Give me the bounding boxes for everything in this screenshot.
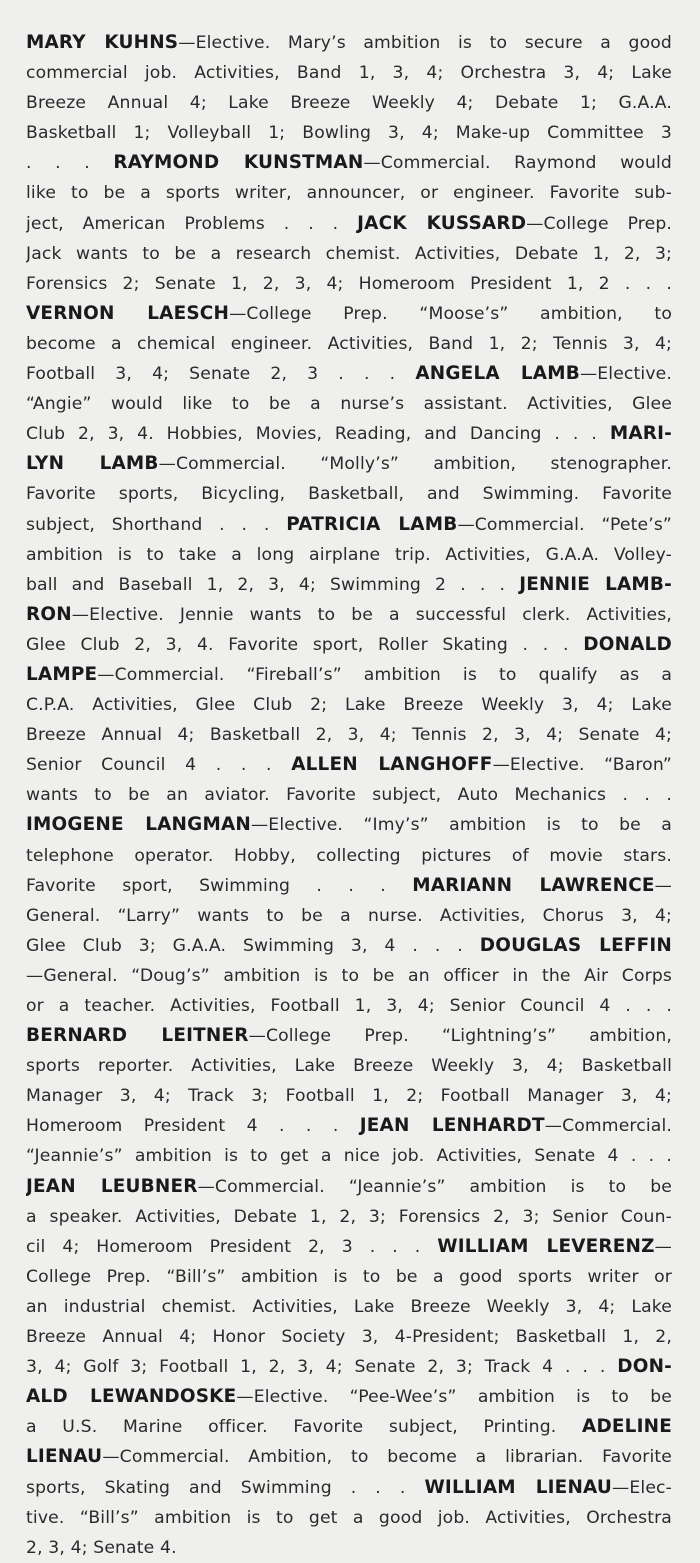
biography-text: —	[654, 1236, 672, 1257]
student-name: LAMPE	[26, 663, 98, 685]
text-line	[26, 841, 672, 871]
text-line	[26, 479, 672, 509]
student-name: WILLIAM LIENAU	[424, 1476, 613, 1498]
student-name: DON-	[617, 1356, 672, 1378]
text-line	[26, 269, 672, 299]
student-name: JEAN LENHARDT	[359, 1115, 545, 1137]
text-line	[26, 449, 672, 479]
student-name: RON	[26, 603, 72, 625]
biography-text: Jack wants to be a research chemist. Activities, Debate 1, 2, 3;	[26, 243, 672, 264]
text-line	[26, 871, 672, 901]
biography-text: Breeze Annual 4; Lake Breeze Weekly 4; Debate 1; G.A.A.	[26, 93, 672, 114]
biography-text: —College Prep. “Moose’s” ambition, to	[229, 303, 672, 324]
student-name: DONALD	[583, 633, 672, 655]
text-line	[26, 329, 672, 359]
text-line	[26, 510, 672, 540]
text-line	[26, 1292, 672, 1322]
biography-text: 2, 3, 4; Senate 4.	[26, 1537, 177, 1558]
text-line	[26, 178, 672, 208]
text-line	[26, 1111, 672, 1141]
student-name: DOUGLAS LEFFIN	[479, 934, 672, 956]
student-name: VERNON LAESCH	[26, 302, 230, 324]
biography-text: ball and Baseball 1, 2, 3, 4; Swimming 2 . . .	[26, 574, 520, 595]
student-name: JEAN LEUBNER	[26, 1175, 198, 1197]
biography-text: —Commercial. “Fireball’s” ambition is to qualify as a	[97, 664, 672, 685]
student-name: ALLEN LANGHOFF	[291, 754, 493, 776]
biography-text: Manager 3, 4; Track 3; Football 1, 2; Football Manager 3, 4;	[26, 1086, 672, 1107]
text-line	[26, 1442, 672, 1472]
biography-text: ject, American Problems . . .	[26, 213, 358, 234]
biography-text: an industrial chemist. Activities, Lake Breeze Weekly 3, 4; Lake	[26, 1296, 672, 1317]
text-line	[26, 1262, 672, 1292]
text-line	[26, 1322, 672, 1352]
biography-text: Forensics 2; Senate 1, 2, 3, 4; Homeroom President 1, 2 . . .	[26, 273, 672, 294]
biography-text: Basketball 1; Volleyball 1; Bowling 3, 4; Make-up Committee 3	[26, 123, 672, 144]
student-name: RAYMOND KUNSTMAN	[113, 152, 364, 174]
text-line	[26, 1172, 672, 1202]
biography-text: Glee Club 2, 3, 4. Favorite sport, Roller Skating . . .	[26, 634, 584, 655]
biography-text: tive. “Bill’s” ambition is to get a good job. Activities, Orchestra	[26, 1507, 672, 1528]
biography-text: —Commercial. Raymond would	[363, 153, 672, 174]
biography-text: sports reporter. Activities, Lake Breeze Weekly 3, 4; Basketball	[26, 1056, 672, 1077]
text-line	[26, 600, 672, 630]
biography-text: Senior Council 4 . . .	[26, 755, 292, 776]
text-line	[26, 630, 672, 660]
text-line	[26, 239, 672, 269]
student-name: ALD LEWANDOSKE	[26, 1386, 237, 1408]
student-name: JENNIE LAMB-	[519, 573, 672, 595]
biography-text: College Prep. “Bill’s” ambition is to be a good sports writer or	[26, 1266, 672, 1287]
text-line	[26, 88, 672, 118]
biography-text: —	[654, 875, 672, 896]
biography-text: —Commercial. “Jeannie’s” ambition is to be	[197, 1176, 672, 1197]
biography-text: Breeze Annual 4; Honor Society 3, 4-President; Basketball 1, 2,	[26, 1327, 672, 1348]
biography-text: subject, Shorthand . . .	[26, 514, 287, 535]
biography-text: cil 4; Homeroom President 2, 3 . . .	[26, 1236, 438, 1257]
text-line	[26, 991, 672, 1021]
biography-text: a speaker. Activities, Debate 1, 2, 3; Forensics 2, 3; Senior Coun-	[26, 1206, 672, 1227]
biography-text: —General. “Doug’s” ambition is to be an officer in the Air Corps	[26, 965, 672, 986]
biography-text: commercial job. Activities, Band 1, 3, 4; Orchestra 3, 4; Lake	[26, 63, 672, 84]
text-line	[26, 931, 672, 961]
student-name: LYN LAMB	[26, 453, 159, 475]
student-name: MARI-	[609, 423, 672, 445]
student-name: LIENAU	[26, 1446, 103, 1468]
biography-text: —Elective.	[579, 364, 672, 385]
text-line	[26, 148, 672, 178]
text-line	[26, 720, 672, 750]
biography-text: “Jeannie’s” ambition is to get a nice job. Activities, Senate 4 . . .	[26, 1146, 672, 1167]
biography-text: or a teacher. Activities, Football 1, 3, 4; Senior Council 4 . . .	[26, 996, 672, 1016]
biography-text: ambition is to take a long airplane trip. Activities, G.A.A. Volley-	[26, 544, 672, 565]
biography-text: —Elective. Mary’s ambition is to secure a good	[178, 33, 672, 53]
student-name: JACK KUSSARD	[357, 212, 527, 234]
text-line	[26, 1202, 672, 1232]
text-line	[26, 1081, 672, 1111]
biography-text: Favorite sports, Bicycling, Basketball, and Swimming. Favorite	[26, 484, 672, 505]
text-line	[26, 419, 672, 449]
text-line	[26, 901, 672, 931]
student-name: MARY KUHNS	[26, 32, 179, 53]
biography-text: Football 3, 4; Senate 2, 3 . . .	[26, 364, 416, 385]
text-line	[26, 1232, 672, 1262]
biography-text: —Commercial.	[544, 1116, 672, 1137]
text-line	[26, 660, 672, 690]
text-line	[26, 1533, 672, 1563]
biography-text: —Elective. “Pee-Wee’s” ambition is to be	[236, 1387, 672, 1408]
biography-text: —Elective. “Imy’s” ambition is to be a	[250, 815, 672, 836]
student-name: IMOGENE LANGMAN	[26, 814, 251, 836]
biography-text: —Commercial. “Pete’s”	[457, 514, 672, 535]
biography-text: —Elec-	[612, 1477, 672, 1498]
text-line	[26, 690, 672, 720]
text-line	[26, 750, 672, 780]
biography-text: . . .	[26, 153, 114, 174]
biography-text: become a chemical engineer. Activities, Band 1, 2; Tennis 3, 4;	[26, 333, 672, 354]
student-name: PATRICIA LAMB	[286, 513, 458, 535]
biography-text: Club 2, 3, 4. Hobbies, Movies, Reading, and Dancing . . .	[26, 424, 610, 445]
text-line	[26, 299, 672, 329]
text-line	[26, 1141, 672, 1171]
text-line	[26, 209, 672, 239]
text-line	[26, 359, 672, 389]
biography-text: telephone operator. Hobby, collecting pictures of movie stars.	[26, 845, 672, 866]
text-line	[26, 961, 672, 991]
biography-text: —Commercial. Ambition, to become a librarian. Favorite	[102, 1447, 672, 1468]
biography-text: “Angie” would like to be a nurse’s assistant. Activities, Glee	[26, 394, 672, 415]
text-line	[26, 540, 672, 570]
senior-biographies-text	[26, 28, 672, 1563]
text-line	[26, 1051, 672, 1081]
student-name: ADELINE	[582, 1416, 672, 1438]
biography-text: like to be a sports writer, announcer, or engineer. Favorite sub-	[26, 183, 672, 204]
biography-text: sports, Skating and Swimming . . .	[26, 1477, 425, 1498]
text-line	[26, 810, 672, 840]
biography-text: —College Prep. “Lightning’s” ambition,	[248, 1026, 672, 1047]
biography-text: —Elective. “Baron”	[492, 755, 672, 776]
text-line	[26, 1412, 672, 1442]
student-name: BERNARD LEITNER	[26, 1025, 249, 1047]
text-line	[26, 1473, 672, 1503]
text-line	[26, 118, 672, 148]
student-name: MARIANN LAWRENCE	[412, 874, 655, 896]
biography-text: wants to be an aviator. Favorite subject, Auto Mechanics . . .	[26, 785, 672, 806]
biography-text: —Commercial. “Molly’s” ambition, stenographer.	[158, 454, 672, 475]
text-line	[26, 1382, 672, 1412]
student-name: WILLIAM LEVERENZ	[437, 1235, 655, 1257]
text-line	[26, 28, 672, 58]
text-line	[26, 1021, 672, 1051]
biography-text: —Elective. Jennie wants to be a successful clerk. Activities,	[71, 604, 672, 625]
student-name: ANGELA LAMB	[415, 363, 580, 385]
text-line	[26, 780, 672, 810]
biography-text: C.P.A. Activities, Glee Club 2; Lake Breeze Weekly 3, 4; Lake	[26, 695, 672, 716]
text-line	[26, 1352, 672, 1382]
biography-text: —College Prep.	[526, 213, 672, 234]
biography-text: Breeze Annual 4; Basketball 2, 3, 4; Tennis 2, 3, 4; Senate 4;	[26, 725, 672, 746]
text-line	[26, 1503, 672, 1533]
biography-text: General. “Larry” wants to be a nurse. Activities, Chorus 3, 4;	[26, 905, 672, 926]
text-line	[26, 58, 672, 88]
text-line	[26, 389, 672, 419]
text-line	[26, 570, 672, 600]
biography-text: Homeroom President 4 . . .	[26, 1116, 360, 1137]
biography-text: Favorite sport, Swimming . . .	[26, 875, 413, 896]
biography-text: 3, 4; Golf 3; Football 1, 2, 3, 4; Senate 2, 3; Track 4 . . .	[26, 1357, 618, 1378]
biography-text: Glee Club 3; G.A.A. Swimming 3, 4 . . .	[26, 935, 480, 956]
biography-text: a U.S. Marine officer. Favorite subject, Printing.	[26, 1417, 583, 1438]
